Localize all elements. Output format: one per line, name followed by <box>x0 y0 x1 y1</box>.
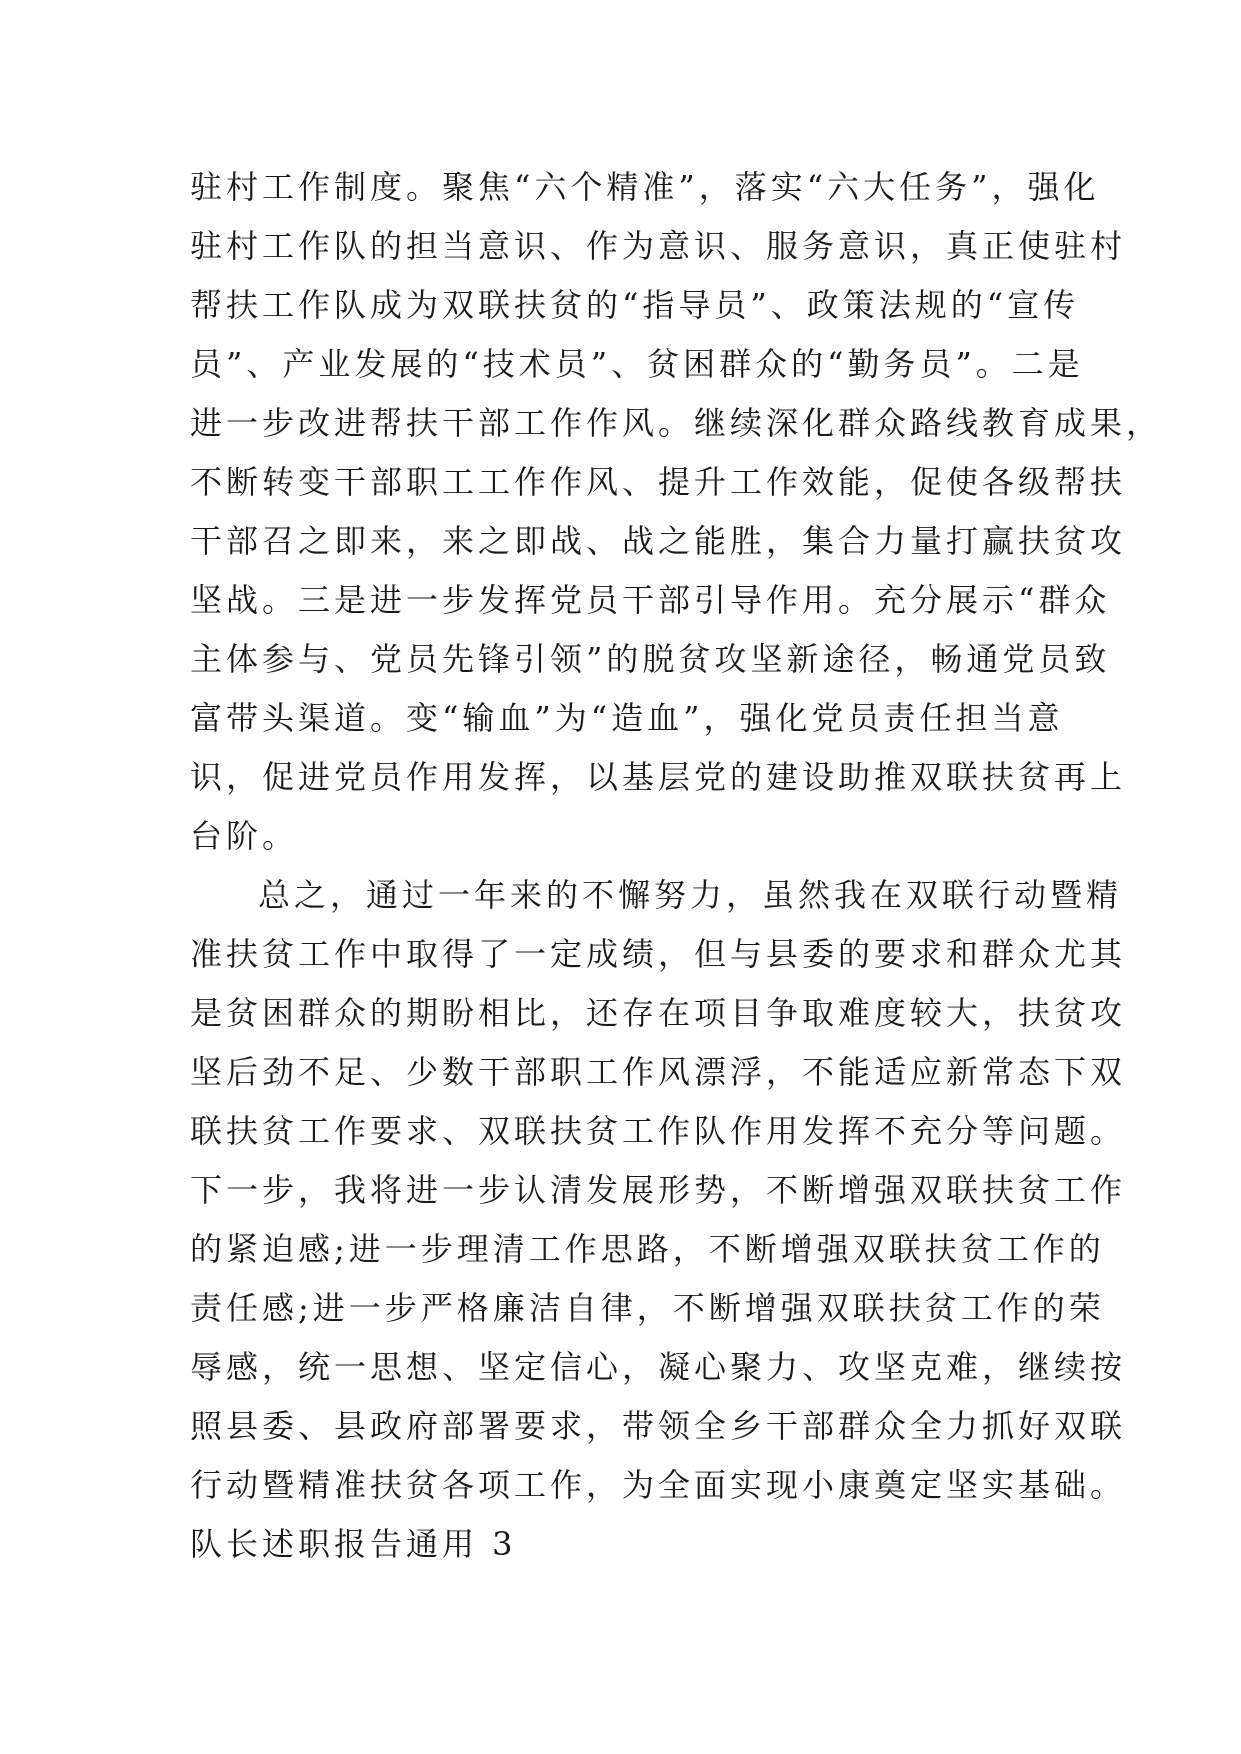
text-line: 主体参与、党员先锋引领”的脱贫攻坚新途径，畅通党员致 <box>190 640 1111 678</box>
text-line: 识，促进党员作用发挥，以基层党的建设助推双联扶贫再上 <box>190 758 1127 796</box>
text-line: 员”、产业发展的“技术员”、贫困群众的“勤务员”。二是 <box>190 345 1084 383</box>
text-line: 帮扶工作队成为双联扶贫的“指导员”、政策法规的“宣传 <box>190 286 1080 324</box>
text-line: 总之，通过一年来的不懈努力，虽然我在双联行动暨精 <box>258 876 1123 914</box>
paragraph-1 <box>190 158 1163 866</box>
text-line: 台阶。 <box>190 817 299 855</box>
text-line: 驻村工作制度。聚焦“六个精准”，落实“六大任务”，强化 <box>190 168 1100 206</box>
text-line: 行动暨精准扶贫各项工作，为全面实现小康奠定坚实基础。 <box>190 1466 1127 1504</box>
text-line: 富带头渠道。变“输血”为“造血”，强化党员责任担当意 <box>190 699 1064 737</box>
text-line: 坚战。三是进一步发挥党员干部引导作用。充分展示“群众 <box>190 581 1111 619</box>
text-line: 驻村工作队的担当意识、作为意识、服务意识，真正使驻村 <box>190 227 1127 265</box>
document-body <box>190 158 1163 1574</box>
text-line: 照县委、县政府部署要求，带领全乡干部群众全力抓好双联 <box>190 1407 1127 1445</box>
text-line: 是贫困群众的期盼相比，还存在项目争取难度较大，扶贫攻 <box>190 994 1127 1032</box>
text-line: 责任感;进一步严格廉洁自律，不断增强双联扶贫工作的荣 <box>190 1289 1105 1327</box>
text-line: 坚后劲不足、少数干部职工作风漂浮，不能适应新常态下双 <box>190 1053 1127 1091</box>
text-line: 干部召之即来，来之即战、战之能胜，集合力量打赢扶贫攻 <box>190 522 1127 560</box>
section-heading: 队长述职报告通用 3 <box>190 1525 517 1563</box>
text-line: 进一步改进帮扶干部工作作风。继续深化群众路线教育成果， <box>190 404 1163 442</box>
text-line: 联扶贫工作要求、双联扶贫工作队作用发挥不充分等问题。 <box>190 1112 1127 1150</box>
text-line: 下一步，我将进一步认清发展形势，不断增强双联扶贫工作 <box>190 1171 1127 1209</box>
text-line: 辱感，统一思想、坚定信心，凝心聚力、攻坚克难，继续按 <box>190 1348 1127 1386</box>
text-line: 准扶贫工作中取得了一定成绩，但与县委的要求和群众尤其 <box>190 935 1127 973</box>
text-line: 不断转变干部职工工作作风、提升工作效能，促使各级帮扶 <box>190 463 1127 501</box>
text-line: 的紧迫感;进一步理清工作思路，不断增强双联扶贫工作的 <box>190 1230 1105 1268</box>
paragraph-2 <box>190 866 1127 1515</box>
